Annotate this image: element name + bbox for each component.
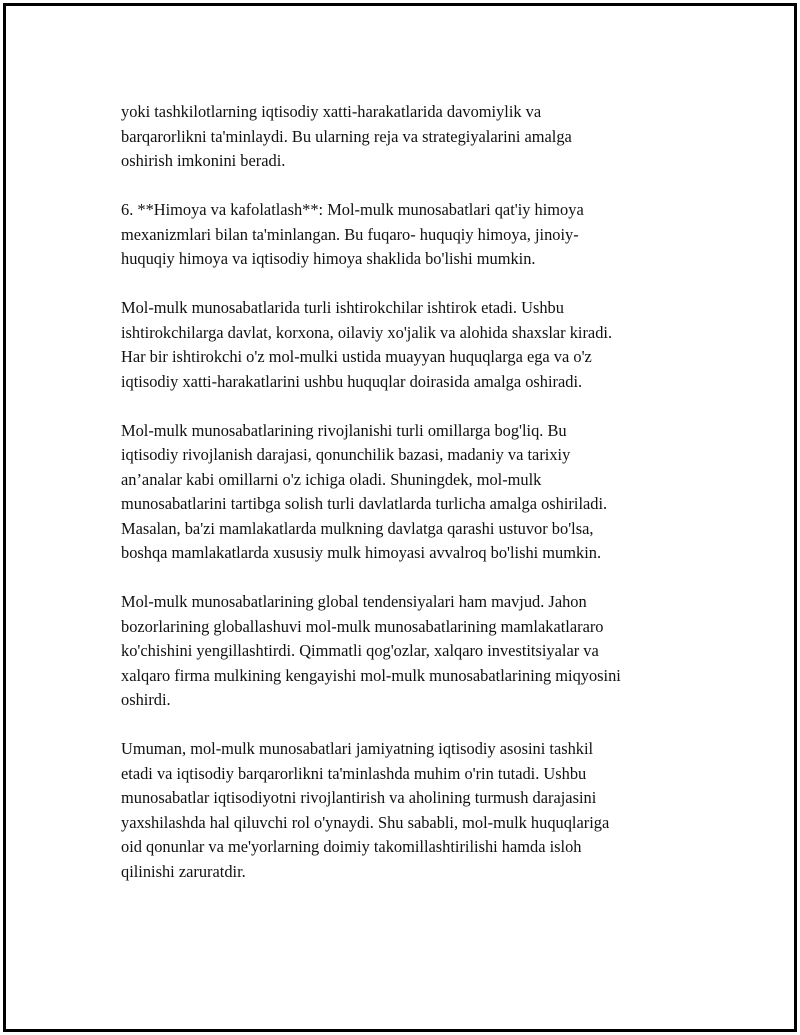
paragraph-global-trends: Mol-mulk munosabatlarining global tendensiyalari ham mavjud. Jahon bozorlarining globallashuvi mol-mulk munosabatlarining mamlakatlararo ko'chishini yengillashtirdi. Qimmatli qog'ozlar, xalqaro investitsiyalar va xalqaro firma mulkining kengayishi mol-mulk munosabatlarining miqyosini oshirdi. [121, 592, 621, 709]
paragraph-development-factors: Mol-mulk munosabatlarining rivojlanishi turli omillarga bog'liq. Bu iqtisodiy rivojlanish darajasi, qonunchilik bazasi, madaniy va tarixiy an’analar kabi omillarni o'z ichiga oladi. Shuningdek, mol-mulk munosabatlarini tartibga solish turli davlatlarda turlicha amalga oshiriladi. Masalan, ba'zi mamlakatlarda mulkning davlatga qarashi ustuvor bo'lsa, boshqa mamlakatlarda xususiy mulk himoyasi avvalroq bo'lishi mumkin. [121, 420, 608, 562]
paragraph-conclusion: Umuman, mol-mulk munosabatlari jamiyatning iqtisodiy asosini tashkil etadi va iqtisodiy barqarorlikni ta'minlashda muhim o'rin tutadi. Ushbu munosabatlar iqtisodiyotni rivojlantirish va aholining turmush darajasini yaxshilashda hal qiluvchi rol o'ynaydi. Shu sababli, mol-mulk huquqlariga oid qonunlar va me'yorlarning doimiy takomillashtirilishi hamda isloh qilinishi zaruratdir. [121, 739, 610, 881]
paragraph-protection-guarantee: 6. **Himoya va kafolatlash**: Mol-mulk munosabatlari qat'iy himoya mexanizmlari bilan ta'minlangan. Bu fuqaro- huquqiy himoya, jinoiy- huquqiy himoya va iqtisodiy himoya shaklida bo'lishi mumkin. [121, 200, 584, 268]
paragraph-continuation: yoki tashkilotlarning iqtisodiy xatti-harakatlarida davomiylik va barqarorlikni ta'minlaydi. Bu ularning reja va strategiyalarini amalga oshirish imkonini beradi. [121, 102, 572, 170]
page-frame [3, 3, 797, 1032]
page-body [121, 100, 696, 909]
paragraph-participants: Mol-mulk munosabatlarida turli ishtirokchilar ishtirok etadi. Ushbu ishtirokchilarga davlat, korxona, oilaviy xo'jalik va alohida shaxslar kiradi. Har bir ishtirokchi o'z mol-mulki ustida muayyan huquqlarga ega va o'z iqtisodiy xatti-harakatlarini ushbu huquqlar doirasida amalga oshiradi. [121, 298, 613, 391]
